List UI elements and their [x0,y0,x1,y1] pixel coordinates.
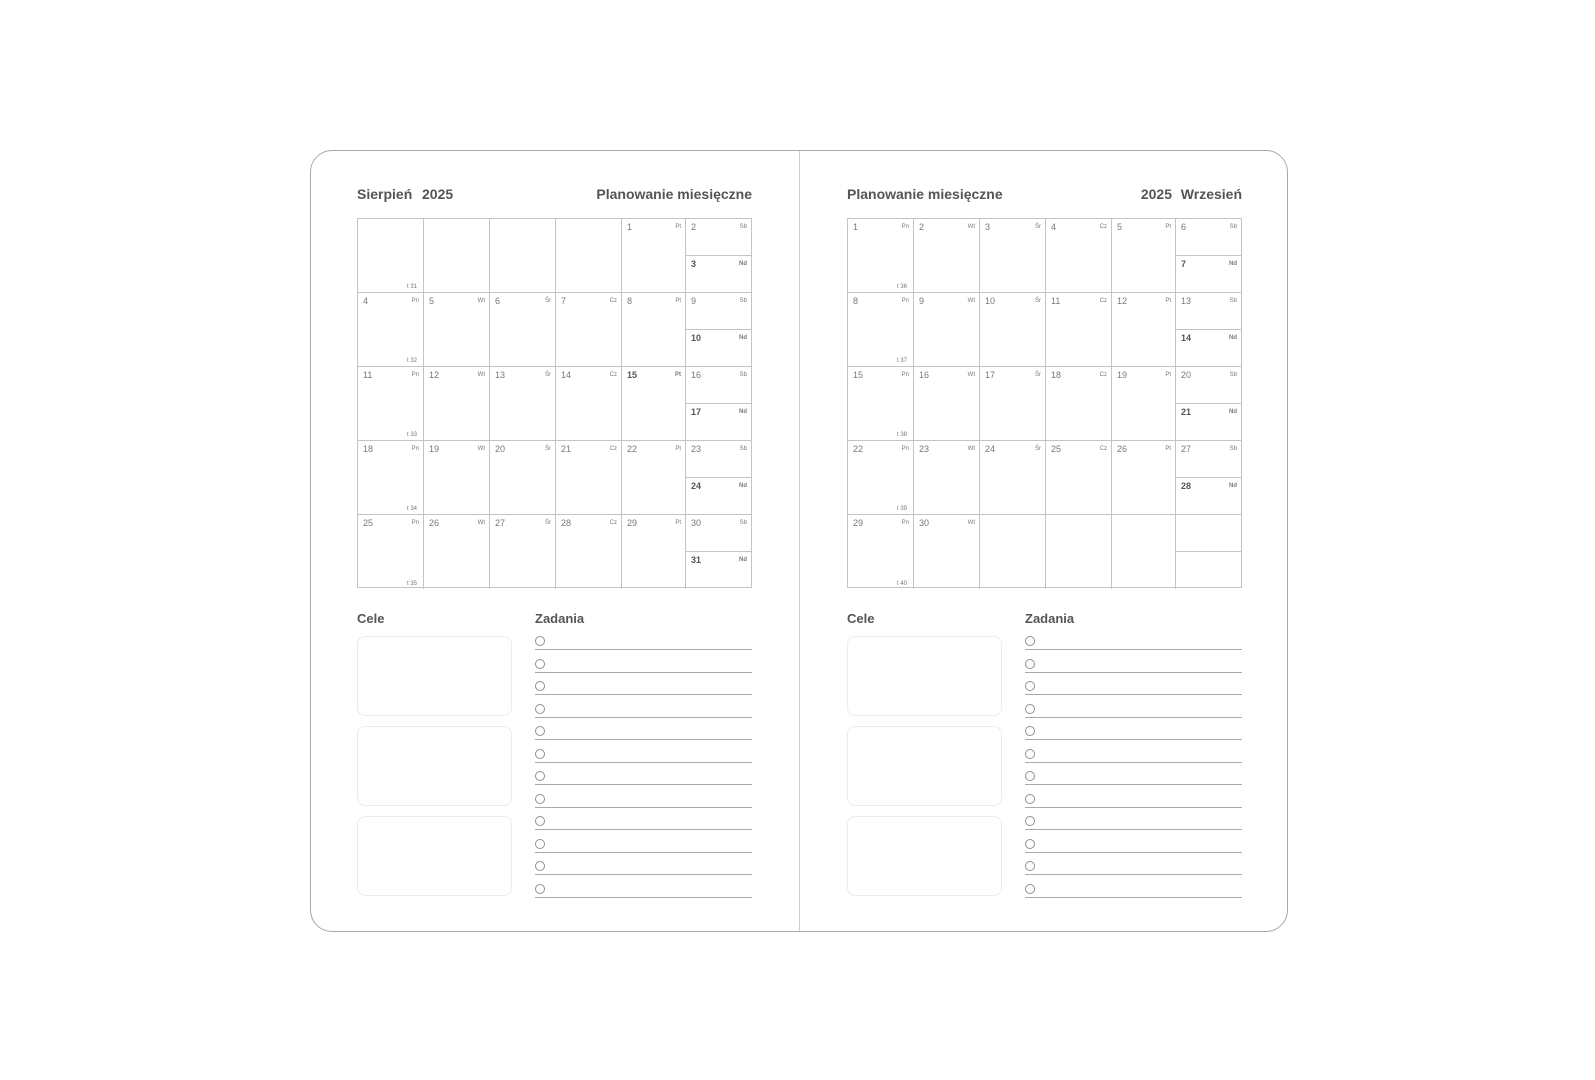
task-line[interactable] [535,680,752,695]
task-line[interactable] [1025,635,1242,650]
weekday-abbr: Pt [1165,446,1171,452]
day-cell[interactable] [1046,515,1112,589]
day-cell[interactable] [848,441,914,515]
weekday-abbr: Pn [901,298,909,304]
weekend-cell-saturday[interactable] [686,367,751,404]
weekday-abbr: Pn [411,298,419,304]
task-line[interactable] [535,860,752,875]
weekend-cell-saturday[interactable] [686,219,751,256]
day-number: 16 [919,370,930,380]
day-cell[interactable] [914,515,980,589]
day-cell[interactable] [556,515,622,589]
weekday-abbr: Śr [1035,224,1041,230]
weekday-abbr: Śr [1035,298,1041,304]
day-number: 2 [691,222,697,232]
day-cell[interactable] [556,441,622,515]
weekday-abbr: Pn [411,446,419,452]
weekday-abbr: Wt [477,520,485,526]
day-number: 18 [363,444,374,454]
checkbox-circle-icon[interactable] [535,771,545,781]
day-number: 28 [1181,481,1192,491]
goal-box[interactable] [847,726,1002,806]
day-number: 1 [627,222,633,232]
day-number: 17 [691,407,702,417]
week-number: t 38 [896,432,907,438]
day-number: 8 [853,296,859,306]
checkbox-circle-icon[interactable] [1025,884,1035,894]
day-cell[interactable] [848,515,914,589]
day-cell[interactable] [358,515,424,589]
day-cell[interactable] [490,293,556,367]
day-cell[interactable] [490,367,556,441]
day-number: 14 [1181,333,1192,343]
page-title: Planowanie miesięczne [596,186,752,202]
goal-box[interactable] [357,636,512,716]
checkbox-circle-icon[interactable] [1025,861,1035,871]
day-cell[interactable] [1046,441,1112,515]
task-line[interactable] [1025,725,1242,740]
task-line[interactable] [535,883,752,898]
day-cell[interactable] [424,219,490,293]
weekday-abbr: Nd [739,409,747,415]
weekday-abbr: Sb [739,520,747,526]
weekday-abbr: Cz [1099,446,1107,452]
week-number: t 39 [896,506,907,512]
day-number: 12 [1117,296,1128,306]
weekend-cell-sunday[interactable] [1176,330,1241,367]
day-cell[interactable] [556,219,622,293]
weekend-cell-saturday[interactable] [1176,293,1241,330]
goal-box[interactable] [357,816,512,896]
month-calendar-grid [847,218,1242,588]
day-number: 27 [495,518,506,528]
task-line[interactable] [1025,770,1242,785]
day-number: 27 [1181,444,1192,454]
weekend-cell-saturday[interactable] [1176,515,1241,552]
weekday-abbr: Pt [675,446,681,452]
weekday-abbr: Sb [739,224,747,230]
day-number: 23 [691,444,702,454]
day-cell[interactable] [914,219,980,293]
book-spine [799,151,800,931]
weekday-abbr: Nd [739,335,747,341]
day-cell[interactable] [622,441,686,515]
weekday-abbr: Śr [545,298,551,304]
day-number: 6 [495,296,501,306]
day-number: 5 [429,296,435,306]
day-number: 13 [1181,296,1192,306]
month-label: Wrzesień [1180,186,1242,202]
day-number: 21 [561,444,572,454]
goal-box[interactable] [847,816,1002,896]
week-number: t 34 [406,506,417,512]
year-label: 2025 [1140,186,1172,202]
checkbox-circle-icon[interactable] [535,861,545,871]
week-number: t 35 [406,581,417,587]
day-cell[interactable] [980,367,1046,441]
day-cell[interactable] [424,293,490,367]
year-label: 2025 [422,186,454,202]
weekday-abbr: Sb [739,372,747,378]
weekend-cell-sunday[interactable] [686,404,751,441]
day-number: 19 [429,444,440,454]
day-number: 3 [985,222,991,232]
task-line[interactable] [1025,838,1242,853]
tasks-heading: Zadania [535,611,585,626]
weekend-cell-saturday[interactable] [686,441,751,478]
checkbox-circle-icon[interactable] [535,839,545,849]
day-number: 15 [853,370,864,380]
weekend-cell-sunday[interactable] [686,478,751,515]
day-number: 26 [1117,444,1128,454]
weekday-abbr: Cz [609,298,617,304]
day-number: 18 [1051,370,1062,380]
weekday-abbr: Pt [675,372,681,378]
day-number: 17 [985,370,996,380]
weekday-abbr: Cz [609,446,617,452]
day-number: 24 [691,481,702,491]
checkbox-circle-icon[interactable] [1025,681,1035,691]
weekday-abbr: Pn [901,446,909,452]
day-number: 22 [853,444,864,454]
weekday-abbr: Sb [1229,224,1237,230]
day-number: 13 [495,370,506,380]
day-cell[interactable] [1046,219,1112,293]
week-number: t 37 [896,358,907,364]
tasks-heading: Zadania [1025,611,1075,626]
goals-heading: Cele [357,611,385,626]
day-cell[interactable] [848,367,914,441]
weekday-abbr: Cz [1099,372,1107,378]
day-cell[interactable] [358,219,424,293]
weekday-abbr: Pt [1165,224,1171,230]
day-cell[interactable] [980,441,1046,515]
week-number: t 32 [406,358,417,364]
weekend-cell-saturday[interactable] [1176,367,1241,404]
day-cell[interactable] [1046,293,1112,367]
task-line[interactable] [535,770,752,785]
checkbox-circle-icon[interactable] [1025,659,1035,669]
weekday-abbr: Nd [1229,261,1237,267]
day-cell[interactable] [622,367,686,441]
task-line[interactable] [1025,860,1242,875]
weekday-abbr: Nd [1229,335,1237,341]
day-number: 20 [495,444,506,454]
weekday-abbr: Pt [1165,298,1171,304]
task-line[interactable] [1025,658,1242,673]
day-cell[interactable] [490,515,556,589]
day-number: 4 [363,296,369,306]
week-number: t 36 [896,284,907,290]
checkbox-circle-icon[interactable] [1025,636,1035,646]
month-label: Sierpień [357,186,413,202]
weekday-abbr: Sb [739,298,747,304]
day-number: 20 [1181,370,1192,380]
checkbox-circle-icon[interactable] [1025,839,1035,849]
weekday-abbr: Śr [545,372,551,378]
weekday-abbr: Nd [739,557,747,563]
weekday-abbr: Śr [545,520,551,526]
weekday-abbr: Wt [967,372,975,378]
checkbox-circle-icon[interactable] [535,704,545,714]
day-cell[interactable] [358,293,424,367]
task-line[interactable] [1025,793,1242,808]
weekend-cell-saturday[interactable] [1176,441,1241,478]
day-number: 1 [853,222,859,232]
day-cell[interactable] [1112,293,1176,367]
task-line[interactable] [535,748,752,763]
day-cell[interactable] [980,219,1046,293]
checkbox-circle-icon[interactable] [535,749,545,759]
day-number: 29 [853,518,864,528]
day-number: 4 [1051,222,1057,232]
day-number: 10 [691,333,702,343]
day-number: 23 [919,444,930,454]
day-number: 30 [691,518,702,528]
day-number: 15 [627,370,638,380]
august-page [357,151,752,931]
day-number: 9 [691,296,697,306]
goals-heading: Cele [847,611,875,626]
day-number: 24 [985,444,996,454]
week-number: t 31 [406,284,417,290]
day-number: 7 [1181,259,1187,269]
weekend-cell-sunday[interactable] [686,256,751,293]
day-cell[interactable] [1112,441,1176,515]
day-number: 28 [561,518,572,528]
weekday-abbr: Sb [1229,446,1237,452]
weekday-abbr: Nd [1229,409,1237,415]
day-number: 25 [1051,444,1062,454]
checkbox-circle-icon[interactable] [535,794,545,804]
checkbox-circle-icon[interactable] [535,816,545,826]
task-line[interactable] [535,658,752,673]
day-number: 14 [561,370,572,380]
weekday-abbr: Nd [739,483,747,489]
weekday-abbr: Śr [545,446,551,452]
day-number: 11 [1051,296,1061,306]
day-cell[interactable] [490,219,556,293]
checkbox-circle-icon[interactable] [535,884,545,894]
task-line[interactable] [535,635,752,650]
weekday-abbr: Sb [739,446,747,452]
goal-box[interactable] [357,726,512,806]
weekday-abbr: Wt [477,446,485,452]
weekday-abbr: Nd [739,261,747,267]
page-header [357,186,752,206]
day-number: 26 [429,518,440,528]
day-number: 29 [627,518,638,528]
day-number: 7 [561,296,567,306]
day-number: 2 [919,222,925,232]
checkbox-circle-icon[interactable] [1025,726,1035,736]
weekday-abbr: Cz [1099,224,1107,230]
day-cell[interactable] [1046,367,1112,441]
weekday-abbr: Cz [609,520,617,526]
day-cell[interactable] [914,367,980,441]
day-number: 25 [363,518,374,528]
day-number: 30 [919,518,930,528]
checkbox-circle-icon[interactable] [1025,794,1035,804]
weekend-cell-sunday[interactable] [1176,404,1241,441]
day-number: 9 [919,296,925,306]
day-cell[interactable] [848,293,914,367]
weekday-abbr: Wt [967,224,975,230]
weekday-abbr: Wt [967,298,975,304]
day-number: 6 [1181,222,1187,232]
task-line[interactable] [1025,815,1242,830]
day-cell[interactable] [622,515,686,589]
task-line[interactable] [535,725,752,740]
day-cell[interactable] [1112,219,1176,293]
weekday-abbr: Pt [675,224,681,230]
weekday-abbr: Pn [901,372,909,378]
day-number: 16 [691,370,702,380]
day-cell[interactable] [980,293,1046,367]
day-cell[interactable] [914,441,980,515]
weekday-abbr: Wt [967,520,975,526]
checkbox-circle-icon[interactable] [1025,816,1035,826]
day-cell[interactable] [556,293,622,367]
day-cell[interactable] [914,293,980,367]
weekday-abbr: Cz [609,372,617,378]
goal-box[interactable] [847,636,1002,716]
day-number: 8 [627,296,633,306]
day-cell[interactable] [848,219,914,293]
checkbox-circle-icon[interactable] [535,636,545,646]
task-line[interactable] [1025,703,1242,718]
month-calendar-grid [357,218,752,588]
day-number: 31 [691,555,702,565]
weekday-abbr: Wt [967,446,975,452]
weekend-cell-saturday[interactable] [686,515,751,552]
task-line[interactable] [535,815,752,830]
planner-spread [310,150,1288,932]
task-line[interactable] [535,838,752,853]
day-cell[interactable] [1112,515,1176,589]
day-cell[interactable] [622,293,686,367]
day-cell[interactable] [556,367,622,441]
day-number: 12 [429,370,440,380]
day-cell[interactable] [1112,367,1176,441]
checkbox-circle-icon[interactable] [535,659,545,669]
day-number: 22 [627,444,638,454]
weekday-abbr: Pn [411,520,419,526]
weekday-abbr: Śr [1035,372,1041,378]
day-cell[interactable] [424,515,490,589]
page-title: Planowanie miesięczne [847,186,1003,202]
weekday-abbr: Pn [901,520,909,526]
checkbox-circle-icon[interactable] [1025,749,1035,759]
day-cell[interactable] [424,441,490,515]
page-header [847,186,1242,206]
weekend-cell-sunday[interactable] [686,330,751,367]
weekday-abbr: Sb [1229,298,1237,304]
day-cell[interactable] [424,367,490,441]
weekday-abbr: Wt [477,298,485,304]
day-number: 19 [1117,370,1128,380]
day-number: 5 [1117,222,1123,232]
weekend-cell-sunday[interactable] [1176,478,1241,515]
weekday-abbr: Pt [675,520,681,526]
day-number: 11 [363,370,373,380]
weekday-abbr: Pt [1165,372,1171,378]
weekend-cell-saturday[interactable] [686,293,751,330]
task-line[interactable] [1025,680,1242,695]
weekday-abbr: Wt [477,372,485,378]
task-line[interactable] [535,703,752,718]
week-number: t 33 [406,432,417,438]
day-cell[interactable] [358,367,424,441]
weekday-abbr: Pn [411,372,419,378]
weekday-abbr: Cz [1099,298,1107,304]
weekday-abbr: Śr [1035,446,1041,452]
september-page [847,151,1242,931]
checkbox-circle-icon[interactable] [1025,704,1035,714]
checkbox-circle-icon[interactable] [1025,771,1035,781]
weekend-cell-saturday[interactable] [1176,219,1241,256]
weekend-cell-sunday[interactable] [686,552,751,589]
day-number: 3 [691,259,697,269]
weekday-abbr: Pn [901,224,909,230]
weekday-abbr: Pt [675,298,681,304]
weekend-cell-sunday[interactable] [1176,256,1241,293]
weekend-cell-sunday[interactable] [1176,552,1241,589]
task-line[interactable] [1025,748,1242,763]
weekday-abbr: Sb [1229,372,1237,378]
day-number: 10 [985,296,996,306]
day-number: 21 [1181,407,1192,417]
weekday-abbr: Nd [1229,483,1237,489]
task-line[interactable] [535,793,752,808]
day-cell[interactable] [622,219,686,293]
day-cell[interactable] [490,441,556,515]
task-line[interactable] [1025,883,1242,898]
day-cell[interactable] [358,441,424,515]
checkbox-circle-icon[interactable] [535,726,545,736]
week-number: t 40 [896,581,907,587]
checkbox-circle-icon[interactable] [535,681,545,691]
day-cell[interactable] [980,515,1046,589]
